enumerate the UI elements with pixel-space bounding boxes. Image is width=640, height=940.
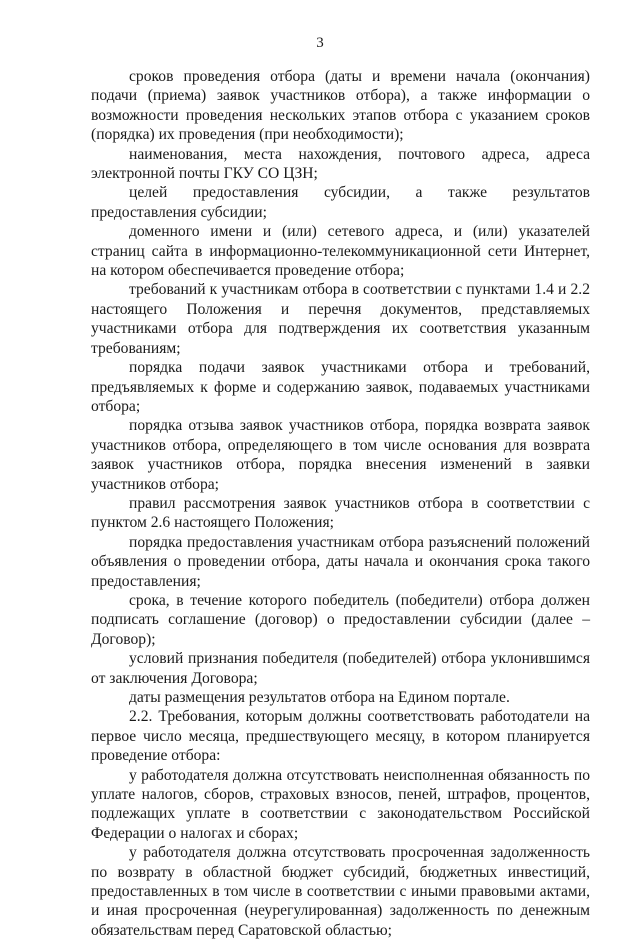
paragraph-clarifications: порядка предоставления участникам отбора разъяснений положений объявления о проведении отбора, даты начала и окончания срока такого предоставления; <box>91 533 590 590</box>
paragraph-results-publication: даты размещения результатов отбора на Едином портале. <box>129 689 510 706</box>
paragraph-participant-requirements: требований к участникам отбора в соответствии с пунктами 1.4 и 2.2 настоящего Положения и перечня документов, представляемых участниками отбора для подтверждения их соответствия указанным требованиям; <box>91 281 590 357</box>
paragraph-budget-debts: у работодателя должна отсутствовать просроченная задолженность по возврату в областной бюджет субсидий, бюджетных инвестиций, предоставленных в том числе в соответствии с иными правовыми актами, и иная просроченная (неурегулированная) задолженность по денежным обязательствам перед Саратовской областью; <box>91 844 590 939</box>
paragraph-review-rules: правил рассмотрения заявок участников отбора в соответствии с пунктом 2.6 настоящего Положения; <box>91 494 590 532</box>
paragraph-tax-obligations: у работодателя должна отсутствовать неисполненная обязанность по уплате налогов, сборов, страховых взносов, пеней, штрафов, процентов, подлежащих уплате в соответствии с законодательством Российской Федерации о налогах и сборах; <box>91 766 590 842</box>
paragraph-subsidy-goals: целей предоставления субсидии, а также результатов предоставления субсидии; <box>91 184 590 221</box>
document-body <box>91 67 590 940</box>
paragraph-domain-name: доменного имени и (или) сетевого адреса, и (или) указателей страниц сайта в информационно-телекоммуникационной сети Интернет, на котором обеспечивается проведение отбора; <box>91 223 590 280</box>
paragraph-organization-details: наименования, места нахождения, почтового адреса, адреса электронной почты ГКУ СО ЦЗН; <box>91 145 590 183</box>
paragraph-section-2-2: 2.2. Требования, которым должны соответствовать работодатели на первое число месяца, предшествующего месяцу, в котором планируется проведение отбора: <box>91 708 590 765</box>
paragraph-submission-deadlines: сроков проведения отбора (даты и времени начала (окончания) подачи (приема) заявок участников отбора), а также информации о возможности проведения нескольких этапов отбора с указанием сроков (порядка) их проведения (при необходимости); <box>91 68 590 144</box>
paragraph-evasion-conditions: условий признания победителя (победителей) отбора уклонившимся от заключения Договора; <box>91 650 590 687</box>
paragraph-withdrawal-procedure: порядка отзыва заявок участников отбора, порядка возврата заявок участников отбора, определяющего в том числе основания для возврата заявок участников отбора, порядка внесения изменений в заявки участников отбора; <box>91 417 590 493</box>
paragraph-signing-deadline: срока, в течение которого победитель (победители) отбора должен подписать соглашение (договор) о предоставлении субсидии (далее – Договор); <box>91 591 590 648</box>
paragraph-application-procedure: порядка подачи заявок участниками отбора и требований, предъявляемых к форме и содержанию заявок, подаваемых участниками отбора; <box>91 359 590 415</box>
page-number: 3 <box>316 35 324 51</box>
